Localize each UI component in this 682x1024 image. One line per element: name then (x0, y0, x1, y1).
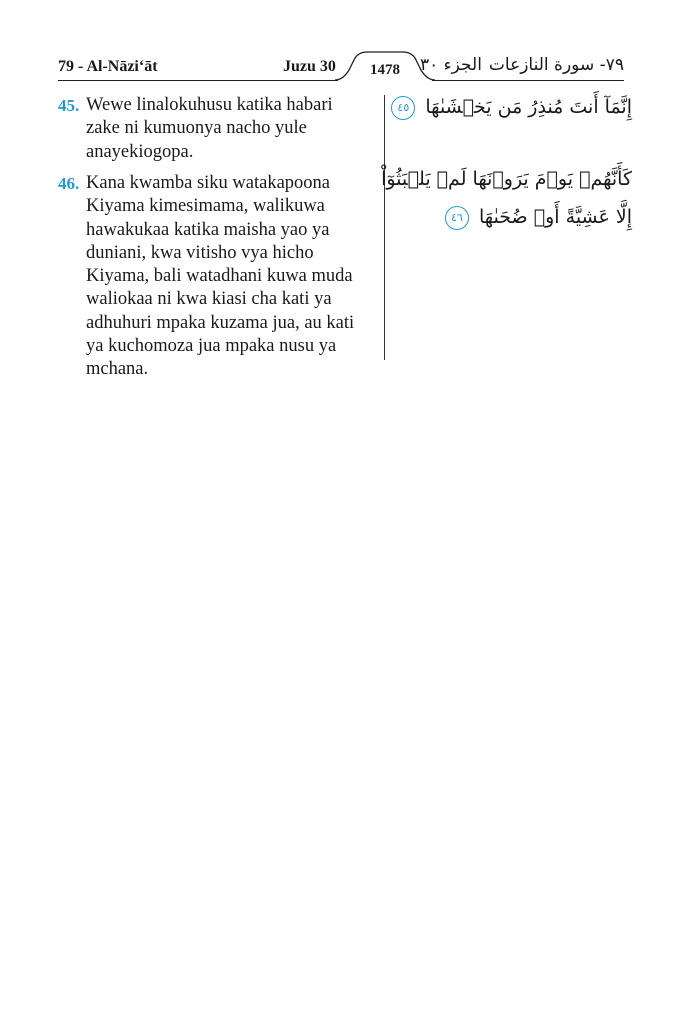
verse-number: 45. (58, 96, 80, 115)
ayah-number-marker: ٤٥ (391, 96, 415, 120)
verse-arabic-46 (367, 160, 632, 236)
verse-arabic-45 (367, 88, 632, 126)
arabic-verse-text: كَأَنَّهُمۡ يَوۡمَ يَرَوۡنَهَا لَمۡ يَلۡبَثُوٓاْ إِلَّا عَشِيَّةً أَوۡ ضُحَىٰهَا (381, 168, 632, 228)
juzu-label: Juzu 30 (283, 58, 336, 75)
surah-title-latin: 79 - Al-Nāzi‘āt (58, 58, 158, 75)
arabic-verse-text: إِنَّمَآ أَنتَ مُنذِرُ مَن يَخۡشَىٰهَا (425, 96, 632, 118)
verse-translation-46 (58, 172, 368, 382)
surah-title-arabic: ٧٩- سورة النازعات (488, 55, 624, 75)
verse-text: Kana kwamba siku watakapoona Kiyama kimesimama, walikuwa hawakukaa katika maisha yao ya duniani, kwa vitisho vya hicho Kiyama, bali watadhani kuwa muda waliokaa ni kwa kiasi cha kati ya adhuhuri mpaka kuzama jua, au kati ya kuchomoza jua mpaka nusu ya mchana. (86, 173, 355, 380)
header-rule-right (432, 80, 624, 81)
verse-translation-45 (58, 94, 368, 164)
header-rule-left (58, 80, 338, 81)
verse-text: Wewe linalokuhusu katika habari zake ni kumuonya nacho yule anayekiogopa. (86, 95, 333, 162)
juz-label-arabic: الجزء ٣٠ (420, 55, 482, 75)
ayah-number-marker: ٤٦ (445, 206, 469, 230)
page-number: 1478 (370, 62, 400, 78)
verse-number: 46. (58, 174, 80, 193)
